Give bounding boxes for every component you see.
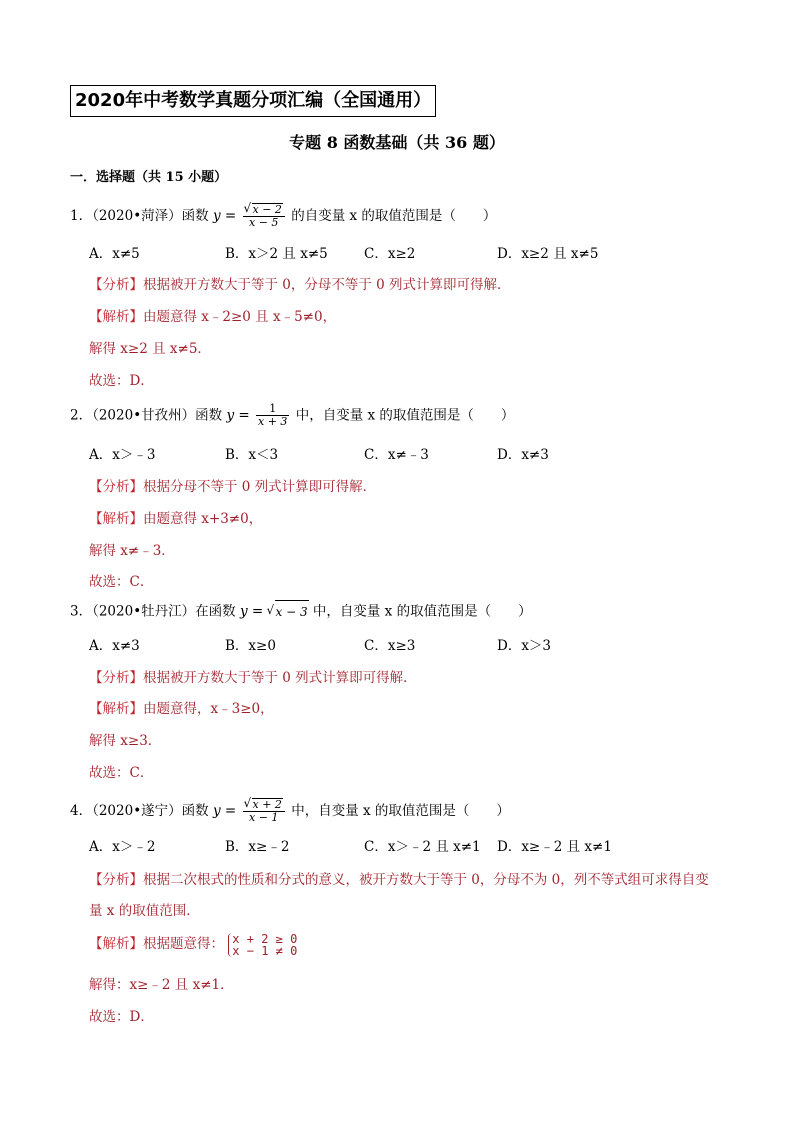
question-1-option-d: D．x≥2 且 x≠5 xyxy=(497,246,599,262)
analysis-tag: 【分析】 xyxy=(89,479,143,495)
question-2-result: 解得 x≠﹣3． xyxy=(89,543,175,559)
question-2-option-a: A．x＞﹣3 xyxy=(89,447,156,463)
fraction xyxy=(256,403,289,428)
solution-text: 由题意得 x﹣2≥0 且 x﹣5≠0， xyxy=(143,309,337,325)
analysis-tag: 【分析】 xyxy=(89,277,143,293)
solution-text: 根据题意得： xyxy=(143,936,224,952)
question-2-solution xyxy=(89,507,262,527)
stem-prefix: 2．（2020•甘孜州）函数 xyxy=(70,407,223,424)
stem-prefix: 3．（2020•牡丹江）在函数 xyxy=(70,603,236,620)
question-2-option-d: D．x≠3 xyxy=(497,447,549,463)
fraction-denominator: x − 1 xyxy=(249,811,279,824)
inequality-2: x − 1 ≠ 0 xyxy=(232,943,298,958)
section-heading: 一．选择题（共 15 小题） xyxy=(70,170,228,185)
analysis-tag: 【分析】 xyxy=(89,872,143,888)
stem-prefix: 1．（2020•菏泽）函数 xyxy=(70,208,209,224)
question-3-solution xyxy=(89,697,274,717)
solution-text: 由题意得，x﹣3≥0， xyxy=(143,701,274,717)
question-2-analysis xyxy=(89,475,376,495)
solution-tag: 【解析】 xyxy=(89,936,143,952)
question-4-option-b: B．x≥﹣2 xyxy=(225,839,290,855)
question-1-result: 解得 x≥2 且 x≠5． xyxy=(89,341,211,357)
solution-text: 由题意得 x+3≠0， xyxy=(143,511,263,527)
question-3-option-d: D．x＞3 xyxy=(497,638,552,654)
question-4-option-c: C．x＞﹣2 且 x≠1 xyxy=(364,839,481,855)
inequality-1: x + 2 ≥ 0 xyxy=(232,931,298,946)
question-1-option-c: C．x≥2 xyxy=(364,246,416,262)
solution-tag: 【解析】 xyxy=(89,309,143,325)
question-1-solution xyxy=(89,305,336,325)
fraction-numerator: √ x − 2 xyxy=(252,203,283,216)
question-1-option-a: A．x≠5 xyxy=(89,246,140,262)
fraction xyxy=(243,798,285,824)
stem-suffix: 中，自变量 x 的取值范围是（ ） xyxy=(312,603,532,620)
fraction-numerator: 1 xyxy=(256,403,289,416)
question-1-answer: 故选：D． xyxy=(89,373,154,389)
stem-suffix: 的自变量 x 的取值范围是（ ） xyxy=(291,208,497,224)
stem-prefix: 4．（2020•遂宁）函数 xyxy=(70,803,209,819)
function-lhs: y = xyxy=(212,208,237,224)
question-4-stem xyxy=(70,798,510,824)
question-1-stem xyxy=(70,203,497,229)
inequality-system xyxy=(228,933,297,957)
fraction-numerator: √ x + 2 xyxy=(252,798,283,811)
fraction xyxy=(243,203,285,229)
question-3-option-b: B．x≥0 xyxy=(225,638,276,654)
analysis-tag: 【分析】 xyxy=(89,670,143,686)
question-1-option-b: B．x＞2 且 x≠5 xyxy=(225,246,328,262)
question-3-option-c: C．x≥3 xyxy=(364,638,416,654)
function-lhs: y = xyxy=(226,407,250,424)
stem-suffix: 中，自变量 x 的取值范围是（ ） xyxy=(291,803,510,819)
question-3-result: 解得 x≥3． xyxy=(89,733,162,749)
question-3-analysis xyxy=(89,666,417,686)
question-4-result: 解得：x≥﹣2 且 x≠1． xyxy=(89,977,234,993)
question-2-stem xyxy=(70,402,515,428)
analysis-text: 根据二次根式的性质和分式的意义，被开方数大于等于 0，分母不为 0，列不等式组可求得自变 xyxy=(143,872,709,888)
solution-tag: 【解析】 xyxy=(89,511,143,527)
question-4-analysis-continued: 量 x 的取值范围． xyxy=(89,903,200,919)
analysis-text: 根据分母不等于 0 列式计算即可得解． xyxy=(143,479,377,495)
fraction-denominator: x − 5 xyxy=(249,216,279,229)
analysis-text: 根据被开方数大于等于 0 列式计算即可得解． xyxy=(143,670,417,686)
question-2-answer: 故选：C． xyxy=(89,574,154,590)
question-2-option-b: B．x＜3 xyxy=(225,447,279,463)
document-title: 2020年中考数学真题分项汇编（全国通用） xyxy=(70,85,436,117)
question-3-answer: 故选：C． xyxy=(89,765,154,781)
analysis-text: 根据被开方数大于等于 0，分母不等于 0 列式计算即可得解． xyxy=(143,277,511,293)
function-lhs: y = xyxy=(212,803,237,819)
radical-expression: √ x − 3 xyxy=(275,600,309,623)
question-3-stem xyxy=(70,600,532,622)
topic-heading: 专题 8 函数基础（共 36 题） xyxy=(289,133,505,152)
fraction-denominator: x + 3 xyxy=(258,415,288,428)
question-4-answer: 故选：D． xyxy=(89,1009,154,1025)
question-4-option-d: D．x≥﹣2 且 x≠1 xyxy=(497,839,612,855)
stem-suffix: 中，自变量 x 的取值范围是（ ） xyxy=(295,407,515,424)
function-lhs: y = xyxy=(239,603,264,620)
question-2-option-c: C．x≠﹣3 xyxy=(364,447,429,463)
question-4-analysis xyxy=(89,868,709,888)
question-1-analysis xyxy=(89,273,511,293)
question-3-option-a: A．x≠3 xyxy=(89,638,140,654)
question-4-option-a: A．x＞﹣2 xyxy=(89,839,156,855)
question-4-solution xyxy=(89,932,297,957)
solution-tag: 【解析】 xyxy=(89,701,143,717)
